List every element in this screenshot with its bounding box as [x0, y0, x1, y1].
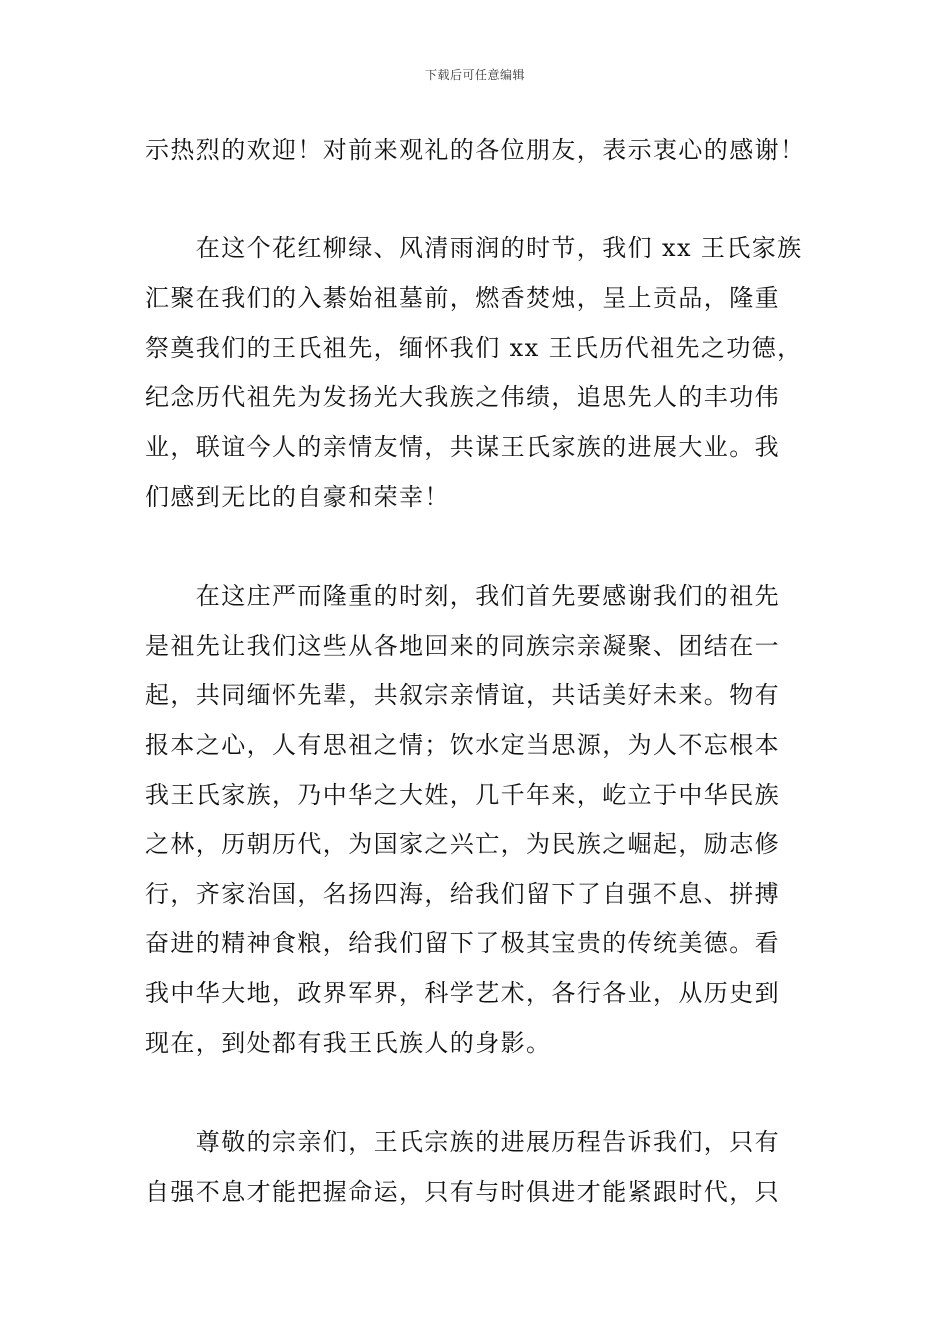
text-line: 现在，到处都有我王氏族人的身影。 [145, 1029, 552, 1057]
text-line: 祭奠我们的王氏祖先，缅怀我们 xx 王氏历代祖先之功德， [145, 334, 803, 362]
text-line: 们感到无比的自豪和荣幸！ [145, 483, 450, 511]
text-line: 是祖先让我们这些从各地回来的同族宗亲凝聚、团结在一 [145, 632, 780, 660]
text-line: 自强不息才能把握命运，只有与时俱进才能紧跟时代，只 [145, 1178, 780, 1206]
text-line: 我王氏家族，乃中华之大姓，几千年来，屹立于中华民族 [145, 781, 780, 809]
text-line: 起，共同缅怀先辈，共叙宗亲情谊，共话美好未来。物有 [145, 681, 780, 709]
text-line: 我中华大地，政界军界，科学艺术，各行各业，从历史到 [145, 979, 780, 1007]
text-line: 在这个花红柳绿、风清雨润的时节，我们 xx 王氏家族 [145, 234, 803, 262]
text-line: 示热烈的欢迎！对前来观礼的各位朋友，表示衷心的感谢！ [145, 136, 806, 164]
text-line: 纪念历代祖先为发扬光大我族之伟绩，追思先人的丰功伟 [145, 383, 780, 411]
page-header-note: 下载后可任意编辑 [424, 68, 525, 82]
text-line: 之林，历朝历代，为国家之兴亡，为民族之崛起，励志修 [145, 830, 780, 858]
text-line: 报本之心，人有思祖之情；饮水定当思源，为人不忘根本 [145, 731, 780, 759]
text-line: 尊敬的宗亲们，王氏宗族的进展历程告诉我们，只有 [145, 1128, 780, 1156]
text-line: 业，联谊今人的亲情友情，共谋王氏家族的进展大业。我 [145, 433, 780, 461]
text-line: 在这庄严而隆重的时刻，我们首先要感谢我们的祖先 [145, 582, 780, 610]
text-line: 汇聚在我们的入綦始祖墓前，燃香焚烛，呈上贡品，隆重 [145, 284, 780, 312]
text-line: 奋进的精神食粮，给我们留下了极其宝贵的传统美德。看 [145, 929, 780, 957]
text-line: 行，齐家治国，名扬四海，给我们留下了自强不息、拼搏 [145, 880, 780, 908]
